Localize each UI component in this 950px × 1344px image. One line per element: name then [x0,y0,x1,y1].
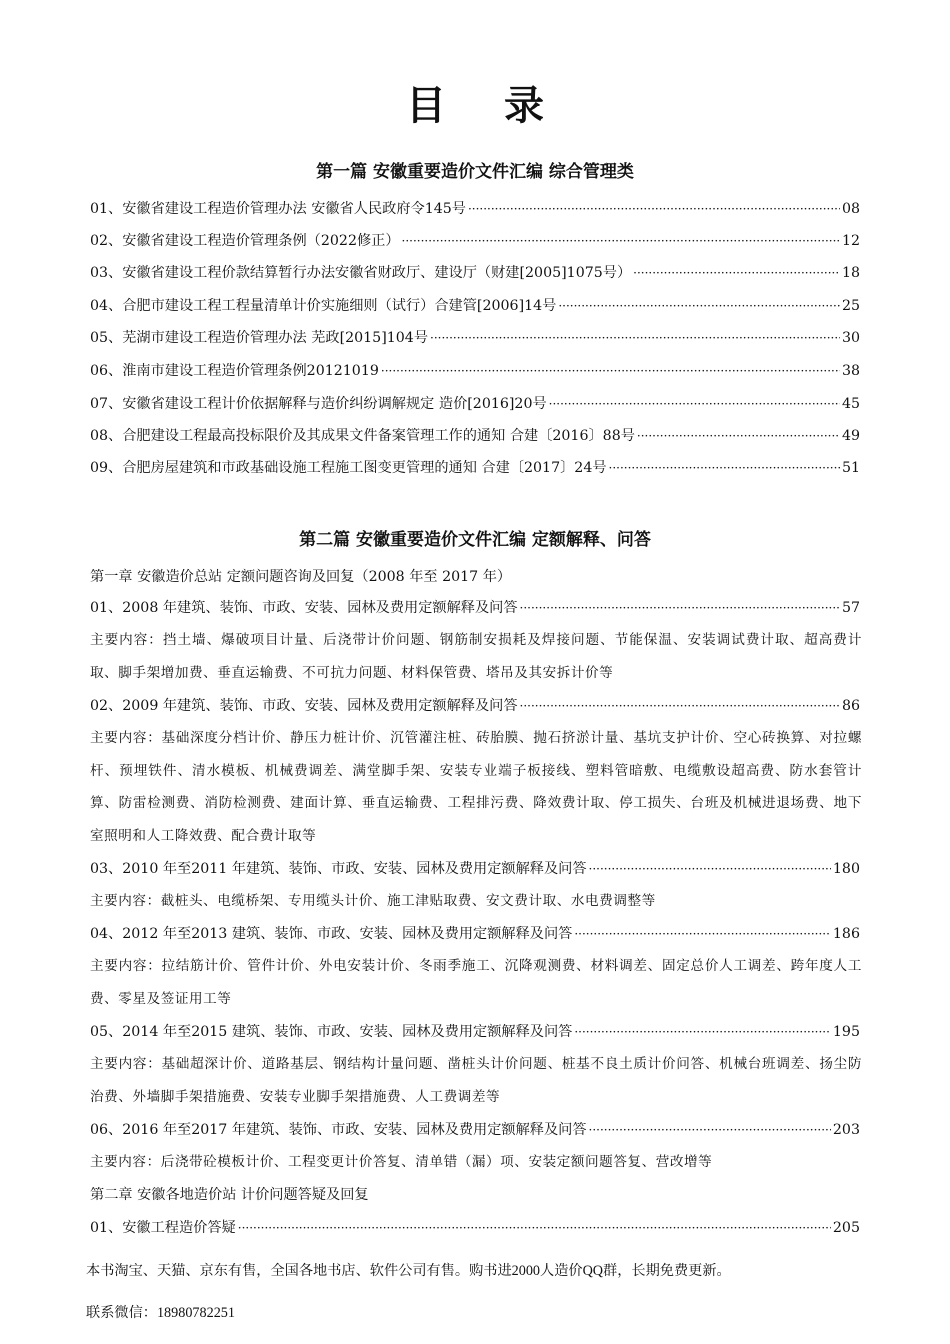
toc-entry-page: 195 [832,1024,860,1040]
leader-dots [402,230,840,252]
toc-entry-page: 18 [841,265,860,281]
toc-entry-title: 01、2008 年建筑、装饰、市政、安装、园林及费用定额解释及问答 [90,600,518,616]
entry-summary: 主要内容：基础深度分档计价、静压力桩计价、沉管灌注桩、砖胎膜、抛石挤淤计量、基坑支护计价、空心砖换算、对拉螺杆、预埋铁件、清水模板、机械费调差、满堂脚手架、安装专业端子板接线、塑料管暗敷、电缆敷设超高费、防水套管计算、防雷检测费、消防检测费、建面计算、垂直运输费、工程排污费、降效费计取、停工损失、台班及机械进退场费、地下室照明和人工降效费、配合费计取等 [90,730,862,844]
part1-heading: 第一篇 安徽重要造价文件汇编 综合管理类 [316,162,634,182]
leader-dots [468,198,840,220]
toc-entry-page: 186 [832,926,860,942]
chapter-heading: 第一章 安徽造价总站 定额问题咨询及回复（2008 年至 2017 年） [90,569,512,585]
toc-entry-title: 06、淮南市建设工程造价管理条例20121019 [90,363,379,379]
toc-entry-title: 03、2010 年至2011 年建筑、装饰、市政、安装、园林及费用定额解释及问答 [90,861,587,877]
entry-summary: 主要内容：截桩头、电缆桥架、专用缆头计价、施工津贴取费、安文费计取、水电费调整等 [90,893,656,909]
toc-entry-page: 51 [841,460,860,476]
toc-entry[interactable] [90,1021,860,1043]
toc-entry[interactable] [90,1119,860,1141]
toc-entry-title: 04、2012 年至2013 建筑、装饰、市政、安装、园林及费用定额解释及问答 [90,926,573,942]
toc-entry[interactable] [90,230,860,252]
toc-entry-page: 30 [841,330,860,346]
toc-entry-title: 01、安徽工程造价答疑 [90,1220,236,1236]
entry-summary: 主要内容：后浇带砼模板计价、工程变更计价答复、清单错（漏）项、安装定额问题答复、营改增等 [90,1154,713,1170]
toc-entry[interactable] [90,295,860,317]
toc-entry-title: 06、2016 年至2017 年建筑、装饰、市政、安装、园林及费用定额解释及问答 [90,1122,587,1138]
entry-summary: 主要内容：基础超深计价、道路基层、钢结构计量问题、凿桩头计价问题、桩基不良土质计价问答、机械台班调差、扬尘防治费、外墙脚手架措施费、安装专业脚手架措施费、人工费调差等 [90,1056,862,1105]
leader-dots [520,597,840,619]
leader-dots [589,1119,831,1141]
toc-entry-page: 203 [832,1122,860,1138]
toc-entry-title: 01、安徽省建设工程造价管理办法 安徽省人民政府令145号 [90,201,466,217]
toc-entry-title: 03、安徽省建设工程价款结算暂行办法安徽省财政厅、建设厅（财建[2005]1075号） [90,265,632,281]
toc-entry[interactable] [90,262,860,284]
toc-entry-title: 02、安徽省建设工程造价管理条例（2022修正） [90,233,400,249]
toc-entry-title: 04、合肥市建设工程工程量清单计价实施细则（试行）合建管[2006]14号 [90,298,557,314]
footer-contact: 联系微信：18980782251 [86,1305,235,1321]
toc-entry-title: 05、2014 年至2015 建筑、装饰、市政、安装、园林及费用定额解释及问答 [90,1024,573,1040]
toc-entry[interactable] [90,695,860,717]
leader-dots [558,295,840,317]
toc-entry-title: 05、芜湖市建设工程造价管理办法 芜政[2015]104号 [90,330,429,346]
toc-entry[interactable] [90,1217,860,1239]
toc-entry-page: 49 [841,428,860,444]
footer-note: 本书淘宝、天猫、京东有售，全国各地书店、软件公司有售。购书进2000人造价QQ群，长期免费更新。 [86,1263,731,1279]
leader-dots [574,1021,831,1043]
toc-entry-page: 86 [841,698,860,714]
leader-dots [589,858,831,880]
leader-dots [430,327,840,349]
toc-entry-title: 08、合肥建设工程最高投标限价及其成果文件备案管理工作的通知 合建〔2016〕88号 [90,428,635,444]
toc-entry-page: 180 [832,861,860,877]
page-title: 目 录 [406,82,566,129]
leader-dots [381,360,840,382]
toc-entry-page: 205 [832,1220,860,1236]
toc-entry-page: 25 [841,298,860,314]
toc-entry-title: 09、合肥房屋建筑和市政基础设施工程施工图变更管理的通知 合建〔2017〕24号 [90,460,607,476]
leader-dots [574,923,831,945]
leader-dots [633,262,840,284]
toc-entry[interactable] [90,923,860,945]
toc-entry-page: 38 [841,363,860,379]
leader-dots [520,695,840,717]
toc-entry-page: 57 [841,600,860,616]
leader-dots [549,393,840,415]
toc-entry-page: 45 [841,396,860,412]
toc-entry[interactable] [90,393,860,415]
toc-entry-title: 02、2009 年建筑、装饰、市政、安装、园林及费用定额解释及问答 [90,698,518,714]
toc-entry[interactable] [90,198,860,220]
toc-entry[interactable] [90,425,860,447]
part2-heading: 第二篇 安徽重要造价文件汇编 定额解释、问答 [299,530,651,550]
leader-dots [238,1217,831,1239]
chapter-heading: 第二章 安徽各地造价站 计价问题答疑及回复 [90,1187,369,1203]
leader-dots [609,457,840,479]
toc-entry[interactable] [90,858,860,880]
toc-entry[interactable] [90,327,860,349]
entry-summary: 主要内容：挡土墙、爆破项目计量、后浇带计价问题、钢筋制安损耗及焊接问题、节能保温、安装调试费计取、超高费计取、脚手架增加费、垂直运输费、不可抗力问题、材料保管费、塔吊及其安拆计价等 [90,632,862,681]
toc-entry-page: 12 [841,233,860,249]
leader-dots [637,425,840,447]
toc-entry[interactable] [90,457,860,479]
toc-entry-title: 07、安徽省建设工程计价依据解释与造价纠纷调解规定 造价[2016]20号 [90,396,547,412]
toc-entry-page: 08 [841,201,860,217]
toc-entry[interactable] [90,360,860,382]
toc-entry[interactable] [90,597,860,619]
entry-summary: 主要内容：拉结筋计价、管件计价、外电安装计价、冬雨季施工、沉降观测费、材料调差、固定总价人工调差、跨年度人工费、零星及签证用工等 [90,958,862,1007]
